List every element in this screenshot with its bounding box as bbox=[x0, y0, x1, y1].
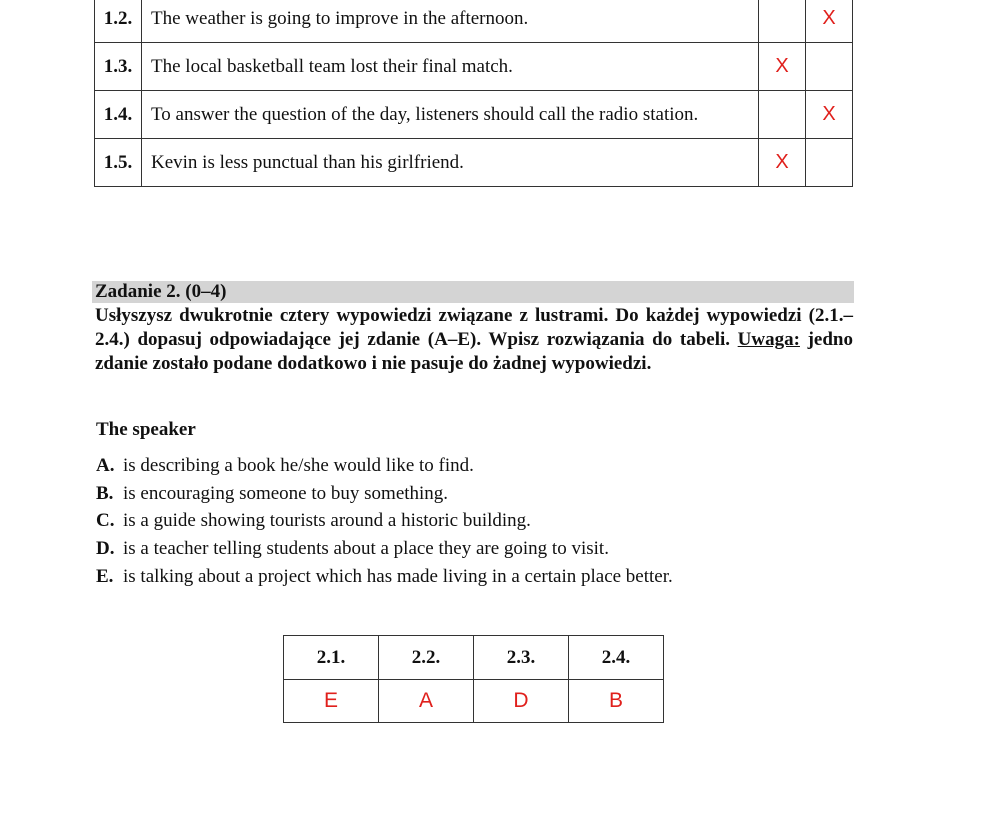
answer-table bbox=[283, 635, 664, 723]
task-heading: Zadanie 2. (0–4) bbox=[92, 281, 854, 303]
true-cell bbox=[759, 43, 806, 91]
option-text: is a teacher telling students about a place they are going to visit. bbox=[123, 538, 609, 560]
note-label: Uwaga: bbox=[737, 329, 800, 350]
option-letter: C. bbox=[96, 510, 115, 532]
table-row bbox=[95, 139, 853, 187]
false-cell bbox=[806, 139, 853, 187]
row-number: 1.5. bbox=[95, 139, 142, 187]
speaker-heading: The speaker bbox=[96, 419, 196, 440]
note-text: jedno zdanie zostało podane dodatkowo i nie pasuje do żadnej wypowiedzi. bbox=[95, 329, 853, 374]
option-text: is a guide showing tourists around a historic building. bbox=[123, 510, 531, 532]
list-item bbox=[96, 535, 673, 563]
answer-header: 2.2. bbox=[379, 636, 474, 680]
false-cell bbox=[806, 43, 853, 91]
answer-header: 2.3. bbox=[474, 636, 569, 680]
options-list bbox=[96, 452, 673, 591]
list-item bbox=[96, 480, 673, 508]
option-letter: D. bbox=[96, 538, 115, 560]
false-mark: X bbox=[822, 103, 836, 125]
instructions-main: Usłyszysz dwukrotnie cztery wypowiedzi związane z lustrami. Do każdej wypowiedzi (2.1.–2.4.) dopasuj odpowiadające jej zdanie (A–E). Wpisz rozwiązania do tabeli. bbox=[95, 305, 853, 350]
statement-text: To answer the question of the day, listeners should call the radio station. bbox=[142, 91, 759, 139]
option-text: is encouraging someone to buy something. bbox=[123, 482, 449, 504]
list-item bbox=[96, 507, 673, 535]
task-instructions bbox=[95, 304, 853, 376]
answer-cell[interactable]: E bbox=[284, 680, 379, 723]
answer-row bbox=[284, 680, 664, 723]
true-mark: X bbox=[775, 55, 789, 77]
true-cell bbox=[759, 139, 806, 187]
option-letter: B. bbox=[96, 482, 114, 504]
true-false-table bbox=[94, 0, 853, 187]
false-cell bbox=[806, 91, 853, 139]
row-number: 1.3. bbox=[95, 43, 142, 91]
option-text: is describing a book he/she would like to find. bbox=[123, 455, 474, 476]
statement-text: The local basketball team lost their final match. bbox=[142, 43, 759, 91]
true-cell bbox=[759, 0, 806, 43]
answer-header-row bbox=[284, 636, 664, 680]
list-item bbox=[96, 563, 673, 591]
row-number: 1.4. bbox=[95, 91, 142, 139]
statement-text: The weather is going to improve in the afternoon. bbox=[142, 0, 759, 43]
table-row bbox=[95, 91, 853, 139]
table-row bbox=[95, 43, 853, 91]
true-mark: X bbox=[775, 151, 789, 173]
option-letter: A. bbox=[96, 455, 115, 476]
table-row bbox=[95, 0, 853, 43]
row-number: 1.2. bbox=[95, 0, 142, 43]
option-text: is talking about a project which has made living in a certain place better. bbox=[123, 565, 673, 587]
answer-cell[interactable]: D bbox=[474, 680, 569, 723]
false-mark: X bbox=[822, 7, 836, 29]
answer-cell[interactable]: A bbox=[379, 680, 474, 723]
statement-text: Kevin is less punctual than his girlfriend. bbox=[142, 139, 759, 187]
true-cell bbox=[759, 91, 806, 139]
answer-cell[interactable]: B bbox=[569, 680, 664, 723]
option-letter: E. bbox=[96, 565, 114, 587]
list-item bbox=[96, 452, 673, 480]
false-cell bbox=[806, 0, 853, 43]
answer-header: 2.1. bbox=[284, 636, 379, 680]
answer-header: 2.4. bbox=[569, 636, 664, 680]
